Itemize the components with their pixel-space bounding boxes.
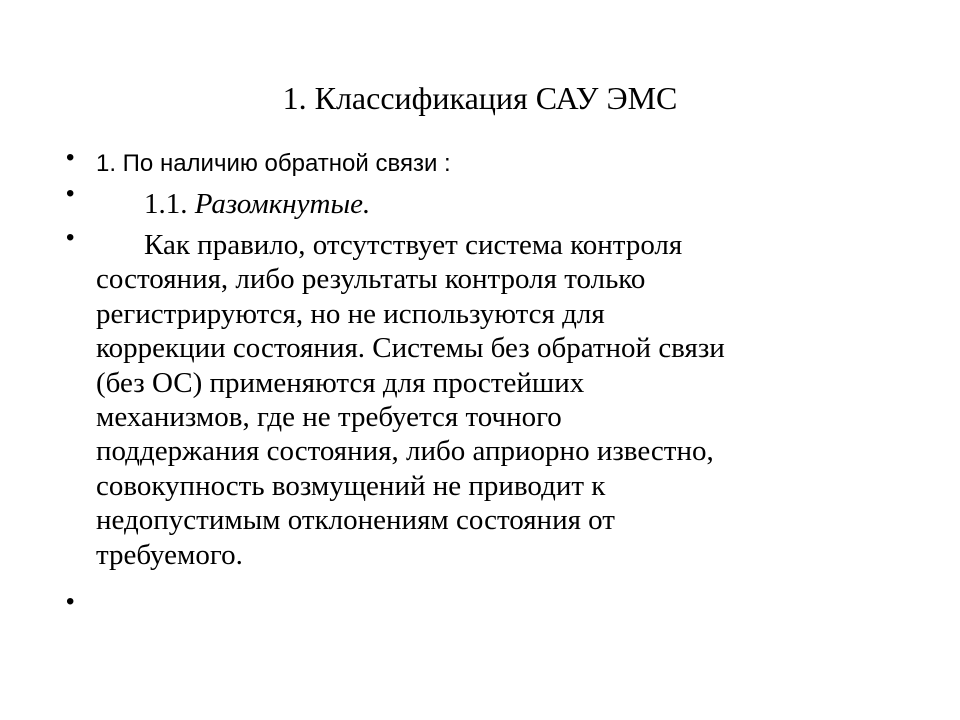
paragraph-line: Как правило, отсутствует система контроля <box>144 229 683 261</box>
paragraph-line: поддержания состояния, либо априорно известно, <box>96 435 714 468</box>
paragraph-line: коррекции состояния. Системы без обратной связи <box>96 332 725 365</box>
paragraph-line: механизмов, где не требуется точного <box>96 401 562 434</box>
bullet-4: • <box>66 588 75 615</box>
list-item-feedback: 1. По наличию обратной связи : <box>96 150 451 177</box>
subitem-emphasis: Разомкнутые. <box>194 188 371 220</box>
list-item-open-loop <box>96 186 370 222</box>
paragraph-line: регистрируются, но не используются для <box>96 297 605 330</box>
paragraph-line: состояния, либо результаты контроля только <box>96 263 646 296</box>
slide-title: 1. Классификация САУ ЭМС <box>282 80 678 116</box>
bullet-1: • <box>66 144 75 171</box>
bullet-3: • <box>66 224 75 251</box>
paragraph-line: недопустимым отклонениям состояния от <box>96 504 615 537</box>
paragraph-line: требуемого. <box>96 538 243 571</box>
bullet-2: • <box>66 180 75 207</box>
list-item-description <box>96 228 916 572</box>
subitem-number: 1.1. <box>144 188 188 220</box>
paragraph-line: (без ОС) применяются для простейших <box>96 366 585 399</box>
paragraph-line: совокупность возмущений не приводит к <box>96 469 606 502</box>
